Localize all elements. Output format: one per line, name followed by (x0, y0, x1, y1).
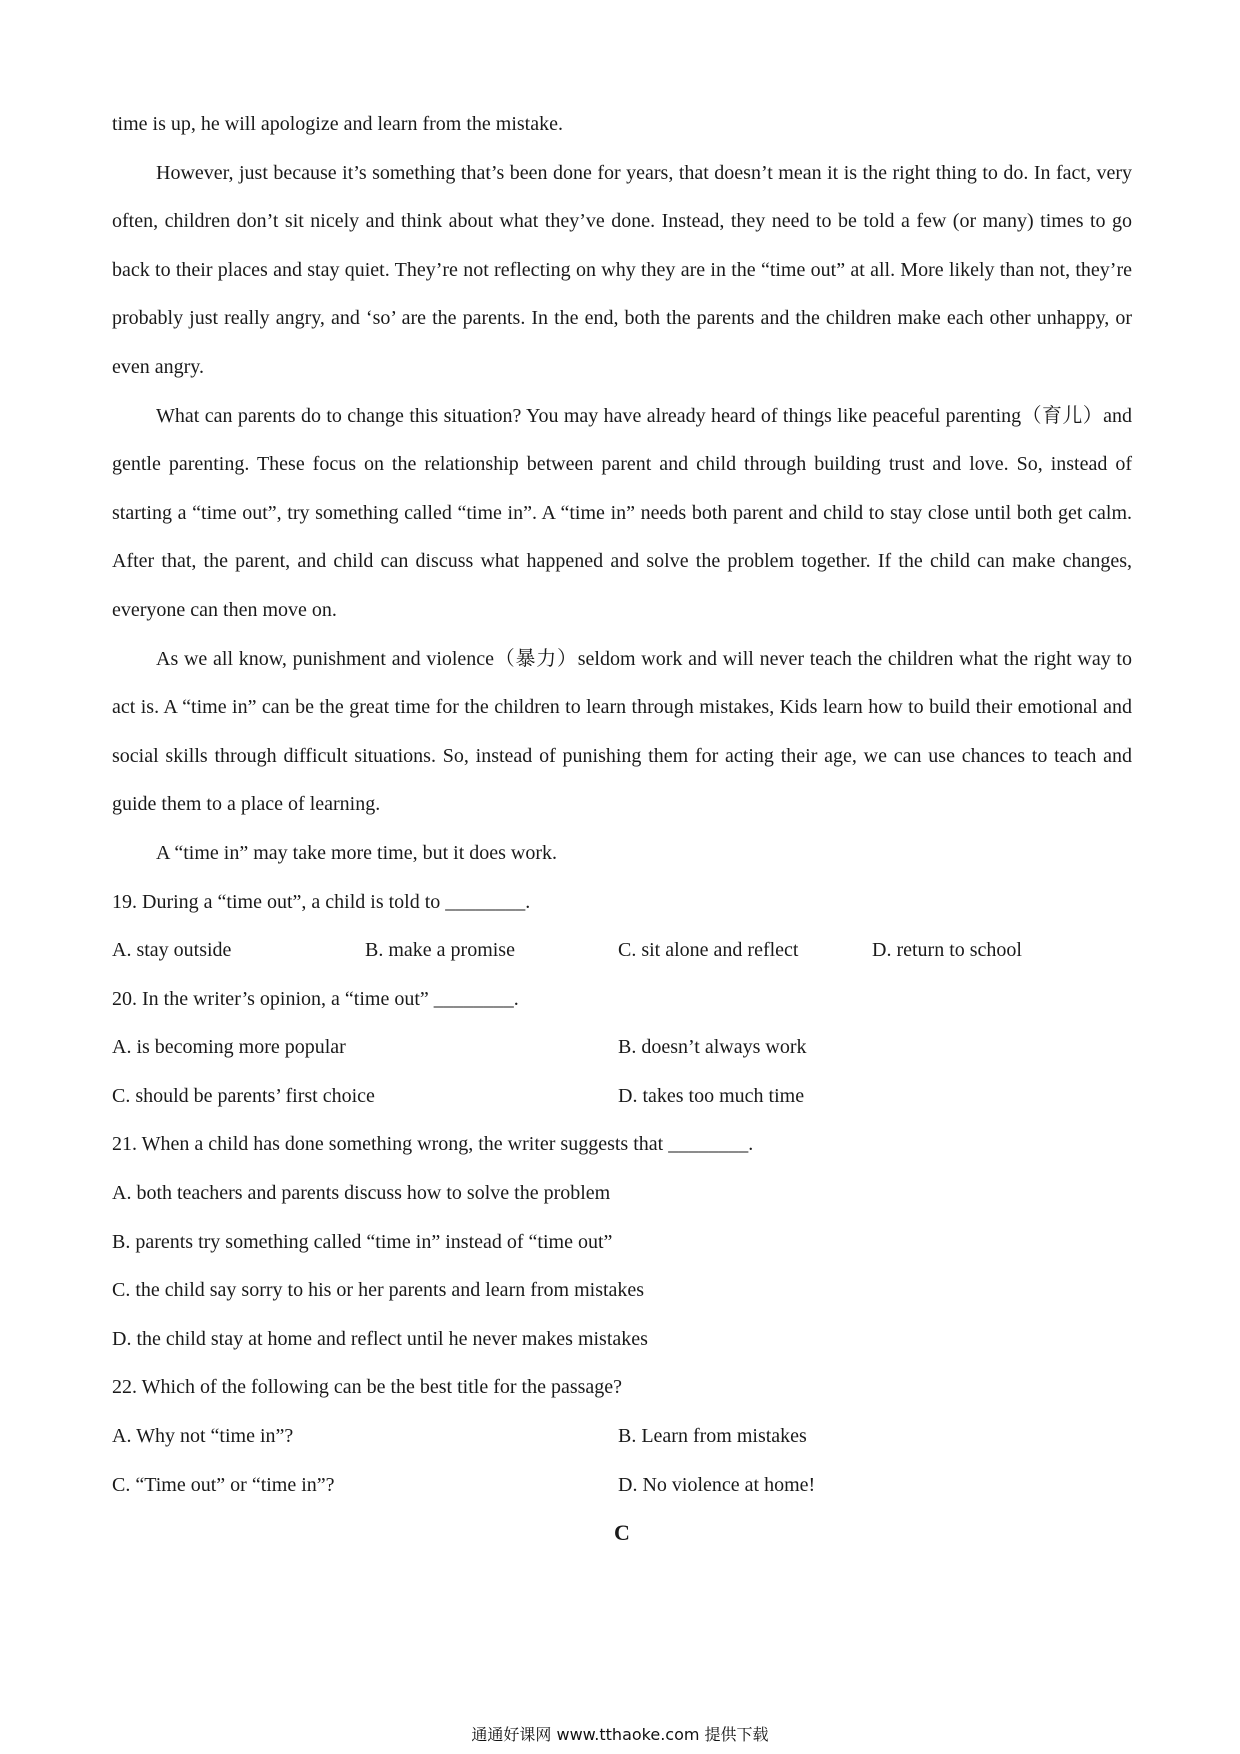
question-22-options-row-1 (112, 1412, 1132, 1461)
question-21-option-d[interactable]: D. the child stay at home and reflect until he never makes mistakes (112, 1327, 648, 1350)
question-20-option-d[interactable]: D. takes too much time (618, 1084, 805, 1107)
passage-paragraph-3: What can parents do to change this situation? You may have already heard of things like peaceful parenting（育儿）and gentle parenting. These focus on the relationship between parent and child through building trust and love. So, instead of starting a “time out”, try something called “time in”. A “time in” needs both parent and child to stay close until both get calm. After that, the parent, and child can discuss what happened and solve the problem together. If the child can make changes, everyone can then move on. (112, 404, 1132, 621)
question-20-option-a[interactable]: A. is becoming more popular (112, 1036, 346, 1059)
question-20-option-b[interactable]: B. doesn’t always work (618, 1036, 807, 1059)
question-22-option-b[interactable]: B. Learn from mistakes (618, 1425, 807, 1448)
document-page (112, 100, 1132, 1558)
passage-paragraph-5: A “time in” may take more time, but it does work. (156, 841, 558, 864)
question-20-option-c[interactable]: C. should be parents’ first choice (112, 1084, 375, 1107)
passage-paragraph-2: However, just because it’s something that’s been done for years, that doesn’t mean it is the right thing to do. In fact, very often, children don’t sit nicely and think about what they’ve done. Instead, they need to be told a few (or many) times to go back to their places and stay quiet. They’re not reflecting on why they are in the “time out” at all. More likely than not, they’re probably just really angry, and ‘so’ are the parents. In the end, both the parents and the children make each other unhappy, or even angry. (112, 161, 1132, 378)
question-21-option-a[interactable]: A. both teachers and parents discuss how to solve the problem (112, 1182, 611, 1205)
passage-paragraph-1: time is up, he will apologize and learn from the mistake. (112, 113, 563, 135)
question-19-stem: 19. During a “time out”, a child is told to ________. (112, 890, 531, 913)
question-20-stem: 20. In the writer’s opinion, a “time out” ________. (112, 987, 519, 1010)
question-21-stem: 21. When a child has done something wrong, the writer suggests that ________. (112, 1133, 754, 1156)
question-22-option-a[interactable]: A. Why not “time in”? (112, 1425, 294, 1448)
question-19-options (112, 926, 1132, 975)
question-19-option-c[interactable]: C. sit alone and reflect (618, 939, 799, 962)
page-footer: 通通好课网 www.tthaoke.com 提供下载 (471, 1725, 769, 1744)
section-heading: C (614, 1520, 630, 1546)
question-20-options-row-2 (112, 1072, 1132, 1121)
question-22-options-row-2 (112, 1461, 1132, 1510)
question-19-option-d[interactable]: D. return to school (872, 939, 1022, 962)
question-21-option-c[interactable]: C. the child say sorry to his or her parents and learn from mistakes (112, 1279, 645, 1302)
question-22-option-c[interactable]: C. “Time out” or “time in”? (112, 1473, 335, 1496)
passage-paragraph-4: As we all know, punishment and violence（暴力）seldom work and will never teach the children what the right way to act is. A “time in” can be the great time for the children to learn through mistakes, Kids learn how to build their emotional and social skills through difficult situations. So, instead of punishing them for acting their age, we can use chances to teach and guide them to a place of learning. (112, 647, 1132, 816)
question-22-stem: 22. Which of the following can be the best title for the passage? (112, 1376, 623, 1399)
question-21-option-b[interactable]: B. parents try something called “time in” instead of “time out” (112, 1230, 613, 1253)
question-20-options-row-1 (112, 1023, 1132, 1072)
question-19-option-a[interactable]: A. stay outside (112, 939, 232, 962)
question-22-option-d[interactable]: D. No violence at home! (618, 1473, 816, 1496)
question-19-option-b[interactable]: B. make a promise (365, 939, 515, 962)
